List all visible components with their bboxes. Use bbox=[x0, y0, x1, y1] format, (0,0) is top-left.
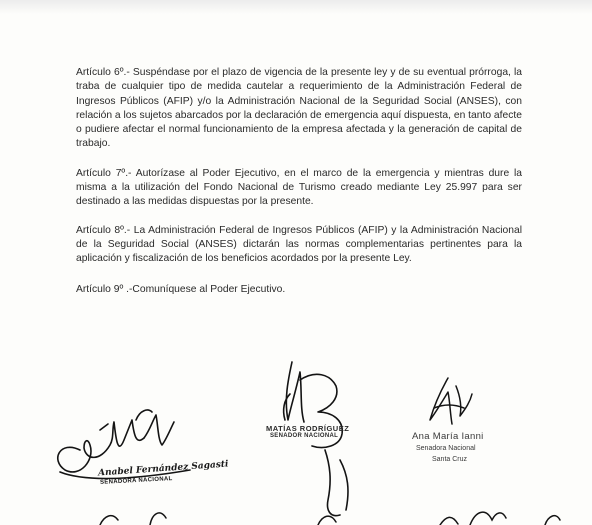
article-9: Artículo 9º .-Comuníquese al Poder Ejecutivo. bbox=[76, 283, 286, 295]
signatory-1-title: SENADORA NACIONAL bbox=[99, 476, 173, 486]
article-6: Artículo 6º.- Suspéndase por el plazo de vigencia de la presente ley y de su eventual prórroga, la traba de cualquier tipo de medida cautelar a requerimiento de la Administración Federal de Ingresos Públicos (AFIP) y/o la Administración Nacional de la Seguridad Social (ANSES), con relación a los sujetos abarcados por la declaración de emergencia aquí dispuesta, en tanto afecte o pudiere afectar el normal funcionamiento de la empresa afectada y la generación de capital de trabajo. bbox=[76, 67, 522, 150]
article-8: Artículo 8º.- La Administración Federal de Ingresos Públicos (AFIP) y la Administración Nacional de la Seguridad Social (ANSES) dictarán las normas complementarias pertinentes para la aplicación y fiscalización de los beneficios acordados por la presente Ley. bbox=[76, 224, 522, 265]
signatory-2-name: MATÍAS RODRÍGUEZ bbox=[266, 424, 350, 433]
document-body bbox=[76, 66, 522, 311]
signatory-3-province: Santa Cruz bbox=[432, 456, 468, 463]
article-7: Artículo 7º.- Autorízase al Poder Ejecutivo, en el marco de la emergencia y mientras dure la misma a la utilización del Fondo Nacional de Turismo creado mediante Ley 25.997 para ser destinado a las medidas dispuestas por la presente. bbox=[76, 167, 522, 208]
signatory-2-title: SENADOR NACIONAL bbox=[270, 433, 339, 439]
signatory-3-name: Ana María Ianni bbox=[412, 431, 484, 442]
scan-top-shadow bbox=[0, 0, 592, 14]
signatory-3-title: Senadora Nacional bbox=[416, 445, 476, 452]
partial-signatures-bottom bbox=[0, 498, 592, 525]
signatory-1-name: Anabel Fernández Sagasti bbox=[97, 459, 229, 479]
handwritten-signature-1 bbox=[40, 400, 230, 490]
handwritten-signature-3 bbox=[420, 372, 480, 432]
